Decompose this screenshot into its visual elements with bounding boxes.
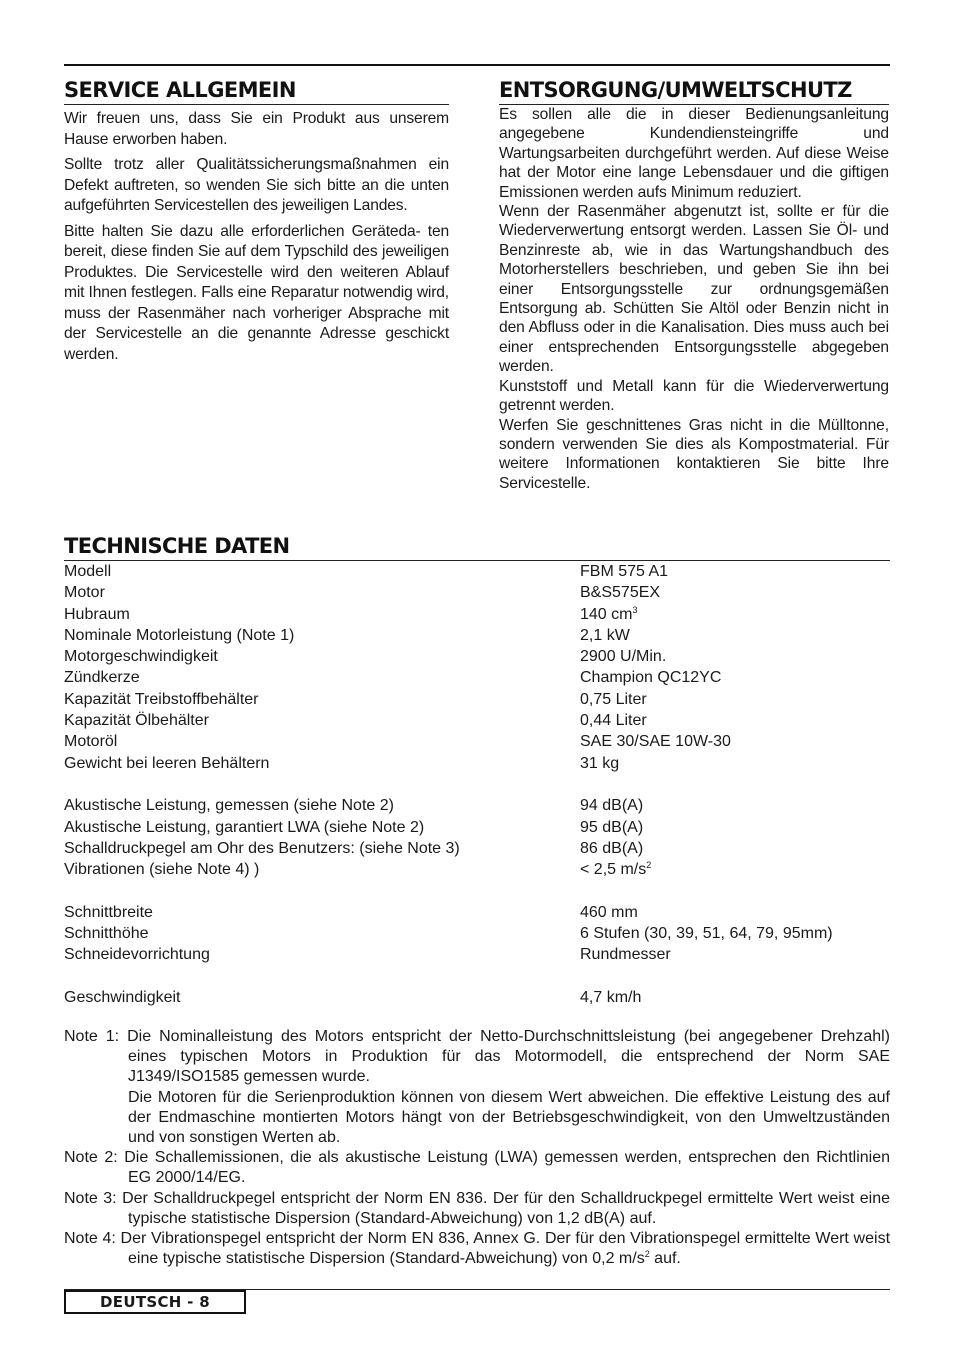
spec-row: [64, 859, 890, 880]
spec-label: Schneidevorrichtung: [64, 946, 210, 964]
spec-label: Motoröl: [64, 733, 118, 751]
note-label: Note 3:: [64, 1189, 123, 1207]
spec-row: [64, 625, 890, 646]
disposal-paragraph: Es sollen alle die in dieser Bedienungsanleitung angegebene Kundendiensteingriffe und Wartungsarbeiten durchgeführt werden. Auf diese Weise hat der Motor eine lange Lebensdauer und die giftigen Emissionen werden aufs Minimum reduziert.: [499, 106, 889, 201]
spec-row: [64, 753, 890, 774]
spec-value: 460 mm: [580, 903, 638, 921]
spec-value: 0,75 Liter: [580, 690, 647, 708]
spec-label: Zündkerze: [64, 669, 140, 687]
spec-value: 4,7 km/h: [580, 988, 642, 1006]
tech-data-section: [64, 532, 890, 1008]
spec-value: SAE 30/SAE 10W-30: [580, 733, 731, 751]
spec-label: Akustische Leistung, gemessen (siehe Note 2): [64, 797, 394, 815]
note-paragraph: Note 2: Die Schallemissionen, die als akustische Leistung (LWA) gemessen werden, entsprechen den Richtlinien EG 2000/14/EG.: [64, 1149, 891, 1187]
spec-row: [64, 689, 890, 710]
note-label: Note 2:: [64, 1149, 125, 1167]
spec-superscript: 3: [632, 604, 638, 615]
spec-row: [64, 902, 890, 923]
spec-row: [64, 731, 890, 752]
spec-row: [64, 795, 890, 816]
spec-value: 31 kg: [580, 754, 620, 772]
spec-label: Geschwindigkeit: [64, 988, 181, 1006]
spec-row: [64, 604, 890, 625]
service-heading: SERVICE ALLGEMEIN: [64, 76, 449, 105]
spec-label: Schnitthöhe: [64, 925, 149, 943]
spec-row: [64, 582, 890, 603]
spec-row: [64, 944, 890, 965]
service-paragraph: Wir freuen uns, dass Sie ein Produkt aus unserem Hause erworben haben.: [64, 110, 449, 148]
service-paragraph: Bitte halten Sie dazu alle erforderlichen Geräteda- ten bereit, diese finden Sie auf dem Typschild des jeweiligen Produktes. Die Servicestelle wird den weiteren Ablauf mit Ihnen festlegen. Falls eine Reparatur notwendig wird, muss der Rasenmäher nach vorheriger Absprache mit der Servicestelle an die genannte Adresse geschickt werden.: [64, 222, 449, 363]
service-paragraph: Sollte trotz aller Qualitätssicherungsmaßnahmen ein Defekt auftreten, so wenden Sie sich bitte an die unten aufgeführten Servicestellen des jeweiligen Landes.: [64, 156, 449, 214]
spec-label: Kapazität Ölbehälter: [64, 712, 209, 730]
spec-label: Nominale Motorleistung (Note 1): [64, 626, 295, 644]
note-superscript: 2: [644, 1249, 650, 1260]
spec-row: [64, 710, 890, 731]
spec-label: Schnittbreite: [64, 903, 153, 921]
spec-row: [64, 667, 890, 688]
spec-label: Akustische Leistung, garantiert LWA (siehe Note 2): [64, 818, 425, 836]
spec-value: < 2,5 $m/s^2$: [580, 860, 652, 879]
spec-value: 140 $cm^3$: [580, 604, 638, 623]
disposal-paragraph: Werfen Sie geschnittenes Gras nicht in die Mülltonne, sondern verwenden Sie dies als Kompostmaterial. Für weitere Informationen kontaktieren Sie bitte Ihre Servicestelle.: [499, 416, 889, 492]
spec-row: [64, 817, 890, 838]
spec-value: 0,44 Liter: [580, 712, 647, 730]
spec-label: Motor: [64, 584, 105, 602]
spec-value: 86 dB(A): [580, 839, 644, 857]
spec-spacer: [64, 774, 890, 795]
spec-spacer: [64, 966, 890, 987]
spec-label: Motorgeschwindigkeit: [64, 648, 218, 666]
spec-value: 2900 U/Min.: [580, 648, 667, 666]
tech-heading: TECHNISCHE DATEN: [64, 532, 890, 561]
note-paragraph: Note 3: Der Schalldruckpegel entspricht der Norm EN 836. Der für den Schalldruckpegel ermittelte Wert weist eine typische statistische Dispersion (Standard-Abweichung) von 1,2 dB(A) auf.: [64, 1189, 891, 1227]
spec-value: 95 dB(A): [580, 818, 644, 836]
spec-row: [64, 987, 890, 1008]
note-paragraph: Note 1: Die Nominalleistung des Motors entspricht der Netto-Durchschnittsleistung (bei angegebener Drehzahl) eines typischen Motors in Produktion für das Motormodell, die entsprechend der Norm SAE J1349/ISO1585 gemessen wurde.: [64, 1028, 891, 1086]
spec-value: FBM 575 A1: [580, 563, 669, 580]
service-section: [64, 76, 449, 370]
note-label: Note 1:: [64, 1028, 128, 1045]
spec-value: 94 dB(A): [580, 797, 644, 815]
notes-section: [64, 1027, 890, 1269]
spec-row: [64, 838, 890, 859]
spec-value: Champion QC12YC: [580, 669, 722, 687]
spec-table: [64, 561, 890, 1008]
page-footer-label: DEUTSCH - 8: [64, 1290, 246, 1314]
disposal-section: [499, 76, 889, 493]
spec-row: [64, 561, 890, 582]
spec-value: 6 Stufen (30, 39, 51, 64, 79, 95mm): [580, 925, 833, 943]
disposal-paragraph: Kunststoff und Metall kann für die Wiederverwertung getrennt werden.: [499, 377, 889, 415]
top-rule: [64, 64, 890, 66]
spec-label: Kapazität Treibstoffbehälter: [64, 690, 259, 708]
spec-value: Rundmesser: [580, 946, 671, 964]
spec-spacer: [64, 880, 890, 901]
spec-label: Schalldruckpegel am Ohr des Benutzers: (siehe Note 3): [64, 839, 460, 857]
spec-label: Modell: [64, 563, 112, 580]
spec-superscript: 2: [646, 860, 652, 871]
note-paragraph: Die Motoren für die Serienproduktion können von diesem Wert abweichen. Die effektive Leistung des auf der Endmaschine montierten Motors hängt von der Betriebsgeschwindigkeit, von den Umweltzuständen und von sonstigen Werten ab.: [128, 1088, 890, 1147]
spec-label: Gewicht bei leeren Behältern: [64, 754, 270, 772]
spec-value: B&S575EX: [580, 584, 661, 602]
disposal-paragraph: Wenn der Rasenmäher abgenutzt ist, sollte er für die Wiederverwertung entsorgt werden. Lassen Sie Öl- und Benzinreste ab, wie in das Wartungshandbuch des Motorherstellers beschrieben, und geben Sie ihn bei einer Entsorgungsstelle zur ordnungsgemäßen Entsorgung ab. Schütten Sie Altöl oder Benzin nicht in den Abfluss oder in die Kanalisation. Dies muss auch bei einer entsprechenden Entsorgungsstelle abgegeben werden.: [499, 203, 889, 376]
spec-label: Vibrationen (siehe Note 4) ): [64, 861, 260, 879]
spec-value: 2,1 kW: [580, 626, 630, 644]
spec-row: [64, 923, 890, 944]
spec-label: Hubraum: [64, 605, 130, 623]
disposal-heading: ENTSORGUNG/UMWELTSCHUTZ: [499, 76, 889, 105]
note-paragraph: Note 4: Der Vibrationspegel entspricht der Norm EN 836, Annex G. Der für den Vibrationspegel ermittelte Wert weist eine typische statistische Dispersion (Standard-Abweichung) von 0,2 $m/s^2$ auf.: [64, 1230, 891, 1268]
note-label: Note 4:: [64, 1230, 121, 1248]
spec-row: [64, 646, 890, 667]
